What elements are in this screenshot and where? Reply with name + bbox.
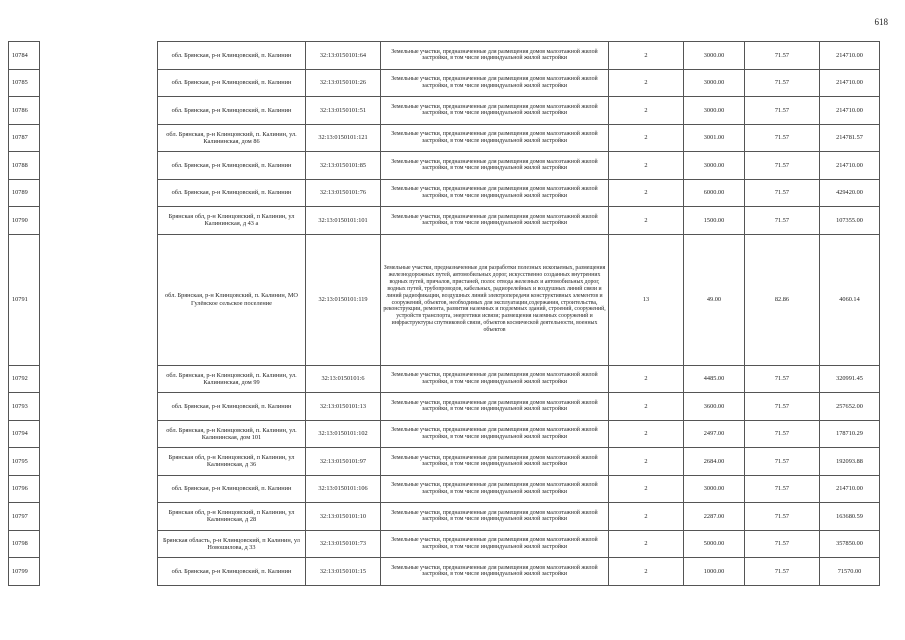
address-cell: Брянская обл, р-н Клинцовский, п Калинин, ул Калининская, д 28 (158, 503, 306, 531)
area-cell: 4485.00 (684, 365, 745, 393)
specific-value-cell: 71.57 (745, 530, 820, 558)
address-cell: обл. Брянская, р-н Клинцовский, п. Калинин (158, 475, 306, 503)
cadastral-value-cell: 357850.00 (820, 530, 880, 558)
record-number: 10787 (9, 124, 40, 152)
address-cell: обл. Брянская, р-н Клинцовский, п. Калинин (158, 393, 306, 421)
specific-value-cell: 71.57 (745, 42, 820, 70)
cadastral-number-cell: 32:13:0150101:10 (306, 503, 381, 531)
cadastral-value-cell: 214710.00 (820, 42, 880, 70)
area-cell: 3000.00 (684, 69, 745, 97)
group-cell: 2 (609, 420, 684, 448)
cadastral-value-cell: 163680.59 (820, 503, 880, 531)
land-use-cell: Земельные участки, предназначенные для размещения домов малоэтажной жилой застройки, в том числе индивидуальной жилой застройки (381, 558, 609, 586)
table-row (9, 558, 880, 586)
group-cell: 2 (609, 207, 684, 235)
address-cell: обл. Брянская, р-н Клинцовский, п. Калинин, ул. Калининская, дом 99 (158, 365, 306, 393)
area-cell: 2497.00 (684, 420, 745, 448)
area-cell: 3001.00 (684, 124, 745, 152)
cadastral-value-cell: 214710.00 (820, 152, 880, 180)
cadastral-number-cell: 32:13:0150101:106 (306, 475, 381, 503)
cadastral-number-cell: 32:13:0150101:6 (306, 365, 381, 393)
spacer-cell (40, 558, 158, 586)
table-row (9, 475, 880, 503)
land-use-cell: Земельные участки, предназначенные для размещения домов малоэтажной жилой застройки, в том числе индивидуальной жилой застройки (381, 448, 609, 476)
area-cell: 6000.00 (684, 179, 745, 207)
cadastral-number-cell: 32:13:0150101:121 (306, 124, 381, 152)
cadastral-value-cell: 320991.45 (820, 365, 880, 393)
record-number: 10788 (9, 152, 40, 180)
specific-value-cell: 71.57 (745, 420, 820, 448)
group-cell: 2 (609, 448, 684, 476)
group-cell: 2 (609, 42, 684, 70)
spacer-cell (40, 530, 158, 558)
record-number: 10785 (9, 69, 40, 97)
address-cell: обл. Брянская, р-н Клинцовский, п. Калинин (158, 97, 306, 125)
area-cell: 5000.00 (684, 530, 745, 558)
land-use-cell: Земельные участки, предназначенные для размещения домов малоэтажной жилой застройки, в том числе индивидуальной жилой застройки (381, 124, 609, 152)
table-row (9, 420, 880, 448)
table-row (9, 42, 880, 70)
land-use-cell: Земельные участки, предназначенные для размещения домов малоэтажной жилой застройки, в том числе индивидуальной жилой застройки (381, 503, 609, 531)
address-cell: обл. Брянская, р-н Клинцовский, п. Калинин, ул. Калининская, дом 86 (158, 124, 306, 152)
table-row (9, 124, 880, 152)
table-body (9, 42, 880, 586)
group-cell: 2 (609, 152, 684, 180)
area-cell: 1000.00 (684, 558, 745, 586)
specific-value-cell: 71.57 (745, 558, 820, 586)
specific-value-cell: 71.57 (745, 152, 820, 180)
land-use-cell: Земельные участки, предназначенные для размещения домов малоэтажной жилой застройки, в том числе индивидуальной жилой застройки (381, 69, 609, 97)
group-cell: 2 (609, 69, 684, 97)
area-cell: 2287.00 (684, 503, 745, 531)
specific-value-cell: 71.57 (745, 69, 820, 97)
record-number: 10799 (9, 558, 40, 586)
cadastral-value-cell: 429420.00 (820, 179, 880, 207)
cadastral-value-cell: 192093.88 (820, 448, 880, 476)
land-use-cell: Земельные участки, предназначенные для размещения домов малоэтажной жилой застройки, в том числе индивидуальной жилой застройки (381, 207, 609, 235)
cadastral-value-cell: 214710.00 (820, 475, 880, 503)
cadastral-value-cell: 4060.14 (820, 234, 880, 365)
cadastral-number-cell: 32:13:0150101:73 (306, 530, 381, 558)
cadastral-number-cell: 32:13:0150101:51 (306, 97, 381, 125)
record-number: 10791 (9, 234, 40, 365)
address-cell: обл. Брянская, р-н Клинцовский, п. Калинин, МО Гулёвское сельское поселение (158, 234, 306, 365)
cadastral-number-cell: 32:13:0150101:13 (306, 393, 381, 421)
address-cell: обл. Брянская, р-н Клинцовский, п. Калинин (158, 152, 306, 180)
land-use-cell: Земельные участки, предназначенные для размещения домов малоэтажной жилой застройки, в том числе индивидуальной жилой застройки (381, 420, 609, 448)
record-number: 10789 (9, 179, 40, 207)
table-row (9, 448, 880, 476)
land-use-cell: Земельные участки, предназначенные для размещения домов малоэтажной жилой застройки, в том числе индивидуальной жилой застройки (381, 475, 609, 503)
table-row (9, 207, 880, 235)
table-row (9, 393, 880, 421)
specific-value-cell: 71.57 (745, 207, 820, 235)
table-row (9, 530, 880, 558)
spacer-cell (40, 179, 158, 207)
specific-value-cell: 71.57 (745, 475, 820, 503)
address-cell: обл. Брянская, р-н Клинцовский, п. Калинин (158, 69, 306, 97)
spacer-cell (40, 152, 158, 180)
spacer-cell (40, 365, 158, 393)
specific-value-cell: 71.57 (745, 365, 820, 393)
group-cell: 2 (609, 179, 684, 207)
land-use-cell: Земельные участки, предназначенные для разработки полезных ископаемых, размещения железнодорожных путей, автомобильных дорог, искусственно созданных внутренних водных путей, причалов, пристаней, полос отвода железных и автомобильных дорог, водных путей, трубопроводов, кабельных, радиорелейных и воздушных линий связи и линий радиофикации, воздушных линий электропередачи конструктивных элементов и сооружений, объектов, необходимых для эксплуатации,содержания, строительства, реконструкции, ремонта, развития наземных и подземных зданий, строений, сооружений, устройств транспорта, энергетики исвязи; размещения наземных сооружений и инфраструктуры спутниковой связи, объектов космической деятельности, военных объектов (381, 234, 609, 365)
address-cell: обл. Брянская, р-н Клинцовский, п. Калинин (158, 42, 306, 70)
record-number: 10786 (9, 97, 40, 125)
table-row (9, 179, 880, 207)
address-cell: Брянская обл, р-н Клинцовский, п Калинин, ул Калининская, д 36 (158, 448, 306, 476)
cadastral-number-cell: 32:13:0150101:15 (306, 558, 381, 586)
address-cell: обл. Брянская, р-н Клинцовский, п. Калинин (158, 558, 306, 586)
cadastral-value-cell: 257652.00 (820, 393, 880, 421)
record-number: 10797 (9, 503, 40, 531)
land-use-cell: Земельные участки, предназначенные для размещения домов малоэтажной жилой застройки, в том числе индивидуальной жилой застройки (381, 179, 609, 207)
table-row (9, 503, 880, 531)
spacer-cell (40, 42, 158, 70)
cadastral-value-cell: 214710.00 (820, 69, 880, 97)
cadastral-value-table (8, 41, 880, 586)
group-cell: 2 (609, 393, 684, 421)
group-cell: 2 (609, 530, 684, 558)
record-number: 10784 (9, 42, 40, 70)
record-number: 10792 (9, 365, 40, 393)
cadastral-number-cell: 32:13:0150101:26 (306, 69, 381, 97)
cadastral-number-cell: 32:13:0150101:119 (306, 234, 381, 365)
area-cell: 3000.00 (684, 42, 745, 70)
area-cell: 49.00 (684, 234, 745, 365)
table-row (9, 365, 880, 393)
specific-value-cell: 71.57 (745, 393, 820, 421)
record-number: 10796 (9, 475, 40, 503)
cadastral-value-cell: 214781.57 (820, 124, 880, 152)
area-cell: 1500.00 (684, 207, 745, 235)
address-cell: обл. Брянская, р-н Клинцовский, п. Калинин, ул. Калининская, дом 101 (158, 420, 306, 448)
cadastral-number-cell: 32:13:0150101:76 (306, 179, 381, 207)
spacer-cell (40, 124, 158, 152)
spacer-cell (40, 420, 158, 448)
cadastral-number-cell: 32:13:0150101:97 (306, 448, 381, 476)
table-row (9, 234, 880, 365)
specific-value-cell: 71.57 (745, 97, 820, 125)
cadastral-number-cell: 32:13:0150101:85 (306, 152, 381, 180)
specific-value-cell: 71.57 (745, 503, 820, 531)
table-row (9, 152, 880, 180)
cadastral-value-cell: 107355.00 (820, 207, 880, 235)
specific-value-cell: 71.57 (745, 448, 820, 476)
cadastral-value-cell: 214710.00 (820, 97, 880, 125)
specific-value-cell: 71.57 (745, 124, 820, 152)
record-number: 10798 (9, 530, 40, 558)
table-row (9, 69, 880, 97)
spacer-cell (40, 475, 158, 503)
group-cell: 13 (609, 234, 684, 365)
spacer-cell (40, 97, 158, 125)
cadastral-number-cell: 32:13:0150101:64 (306, 42, 381, 70)
group-cell: 2 (609, 503, 684, 531)
group-cell: 2 (609, 124, 684, 152)
area-cell: 3000.00 (684, 97, 745, 125)
address-cell: Брянская область, р-н Клинцовский, п Калинин, ул Новошилова, д 33 (158, 530, 306, 558)
spacer-cell (40, 448, 158, 476)
spacer-cell (40, 503, 158, 531)
land-use-cell: Земельные участки, предназначенные для размещения домов малоэтажной жилой застройки, в том числе индивидуальной жилой застройки (381, 97, 609, 125)
address-cell: Брянская обл, р-н Клинцовский, п Калинин, ул Калининская, д 43 а (158, 207, 306, 235)
area-cell: 3000.00 (684, 475, 745, 503)
page-number: 618 (874, 17, 888, 27)
area-cell: 3600.00 (684, 393, 745, 421)
record-number: 10790 (9, 207, 40, 235)
land-use-cell: Земельные участки, предназначенные для размещения домов малоэтажной жилой застройки, в том числе индивидуальной жилой застройки (381, 42, 609, 70)
record-number: 10795 (9, 448, 40, 476)
land-use-cell: Земельные участки, предназначенные для размещения домов малоэтажной жилой застройки, в том числе индивидуальной жилой застройки (381, 530, 609, 558)
table-row (9, 97, 880, 125)
land-use-cell: Земельные участки, предназначенные для размещения домов малоэтажной жилой застройки, в том числе индивидуальной жилой застройки (381, 152, 609, 180)
cadastral-number-cell: 32:13:0150101:102 (306, 420, 381, 448)
record-number: 10793 (9, 393, 40, 421)
spacer-cell (40, 207, 158, 235)
area-cell: 2684.00 (684, 448, 745, 476)
spacer-cell (40, 393, 158, 421)
specific-value-cell: 71.57 (745, 179, 820, 207)
cadastral-value-cell: 178710.29 (820, 420, 880, 448)
group-cell: 2 (609, 365, 684, 393)
group-cell: 2 (609, 558, 684, 586)
area-cell: 3000.00 (684, 152, 745, 180)
spacer-cell (40, 234, 158, 365)
spacer-cell (40, 69, 158, 97)
land-use-cell: Земельные участки, предназначенные для размещения домов малоэтажной жилой застройки, в том числе индивидуальной жилой застройки (381, 365, 609, 393)
address-cell: обл. Брянская, р-н Клинцовский, п. Калинин (158, 179, 306, 207)
group-cell: 2 (609, 475, 684, 503)
record-number: 10794 (9, 420, 40, 448)
cadastral-value-cell: 71570.00 (820, 558, 880, 586)
cadastral-number-cell: 32:13:0150101:101 (306, 207, 381, 235)
land-use-cell: Земельные участки, предназначенные для размещения домов малоэтажной жилой застройки, в том числе индивидуальной жилой застройки (381, 393, 609, 421)
specific-value-cell: 82.86 (745, 234, 820, 365)
group-cell: 2 (609, 97, 684, 125)
